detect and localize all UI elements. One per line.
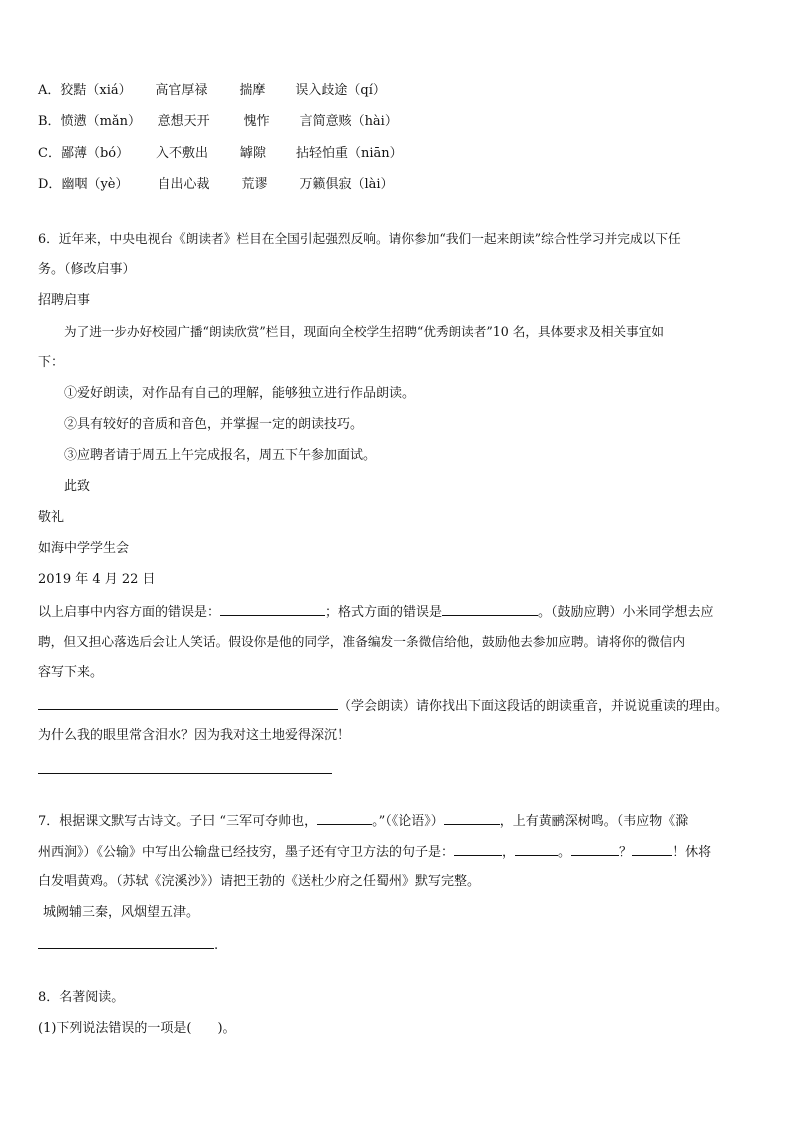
reading-answer-line[interactable] <box>38 773 332 774</box>
notice-title: 招聘启事 <box>38 293 91 308</box>
q6-ask-line1: 以上启事中内容方面的错误是： ；格式方面的错误是 。（鼓励应聘）小米同学想去应 <box>38 602 714 622</box>
notice-signature: 如海中学学生会 <box>38 541 130 556</box>
poem-line: 城阙辅三秦，风烟望五津。 <box>43 905 200 920</box>
lunyu-blank[interactable] <box>317 811 372 825</box>
option-c: C．鄙薄（bó） 入不敷出 罅隙 拈轻怕重（niān） <box>38 146 403 161</box>
q6-stem-line1: 6．近年来，中央电视台《朗读者》栏目在全国引起强烈反响。请你参加“我们一起来朗读”综合性学习并完成以下任 <box>38 231 681 246</box>
format-error-blank[interactable] <box>442 602 538 616</box>
huanxisha-blank-2[interactable] <box>632 842 672 856</box>
q7-line1: 7．根据课文默写古诗文。子曰 “三军可夺帅也， 。”（《论语》） ，上有黄鹂深树鸣。（韦应物《滁 <box>38 811 688 831</box>
huanxisha-blank-1[interactable] <box>571 842 619 856</box>
requirement-2: ②具有较好的音质和音色，并掌握一定的朗读技巧。 <box>64 417 364 432</box>
notice-body-line2: 下： <box>38 355 65 370</box>
q7-line2: 州西涧》）《公输》中写出公输盘已经技穷，墨子还有守卫方法的句子是： ， 。 ？ ！休将 <box>38 842 711 862</box>
q6-ask-line3: 容写下来。 <box>38 665 104 680</box>
q8-title: 8．名著阅读。 <box>38 990 125 1005</box>
q6-read-line: （学会朗读）请你找出下面这段话的朗读重音，并说说重读的理由。 <box>38 696 728 716</box>
requirement-1: ①爱好朗读，对作品有自己的理解，能够独立进行作品朗读。 <box>64 386 416 401</box>
gongshu-blank-2[interactable] <box>515 842 558 856</box>
option-b: B．愤懑（mǎn） 意想天开 愧怍 言简意赅（hài） <box>38 114 398 129</box>
q8-sub1: (1)下列说法错误的一项是( )。 <box>38 1021 236 1036</box>
closing-cizhi: 此致 <box>64 479 91 494</box>
content-error-blank[interactable] <box>220 602 325 616</box>
q7-line3: 白发唱黄鸡。（苏轼《浣溪沙》）请把王勃的《送杜少府之任蜀州》默写完整。 <box>38 874 481 889</box>
closing-jingli: 敬礼 <box>38 510 65 525</box>
option-d: D．幽咽（yè） 自出心裁 荒谬 万籁俱寂（lài） <box>38 177 394 192</box>
read-quote: 为什么我的眼里常含泪水？因为我对这土地爱得深沉！ <box>38 728 351 743</box>
notice-date: 2019 年 4 月 22 日 <box>38 572 156 587</box>
requirement-3: ③应聘者请于周五上午完成报名，周五下午参加面试。 <box>64 448 377 463</box>
poem-answer-line: . <box>38 935 218 955</box>
notice-body-line1: 为了进一步办好校园广播“朗读欣赏”栏目，现面向全校学生招聘“优秀朗读者”10 名，具体要求及相关事宜如 <box>64 324 664 339</box>
wechat-answer-blank[interactable] <box>38 696 338 710</box>
gongshu-blank-1[interactable] <box>454 842 502 856</box>
poem-blank[interactable] <box>38 935 214 949</box>
chuzhou-blank[interactable] <box>444 811 500 825</box>
q6-stem-line2: 务。（修改启事） <box>38 262 136 277</box>
q6-ask-line2: 聘，但又担心落选后会让人笑话。假设你是他的同学，准备编发一条微信给他，鼓励他去参加应聘。请将你的微信内 <box>38 634 686 649</box>
option-a: A．狡黠（xiá） 高官厚禄 揣摩 误入歧途（qí） <box>38 83 386 98</box>
